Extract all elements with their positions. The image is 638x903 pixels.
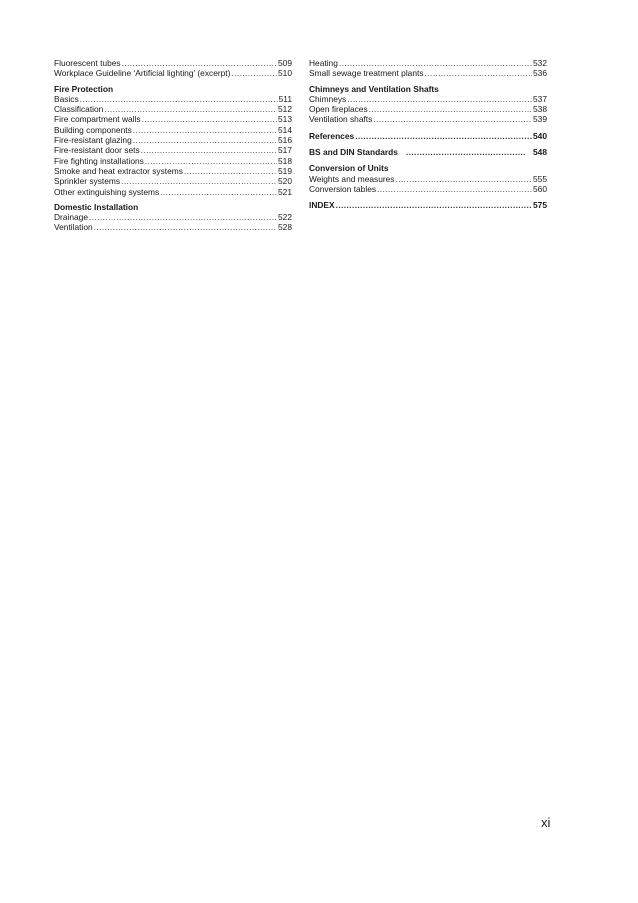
toc-entry[interactable] (54, 187, 292, 197)
toc-entry-page: 518 (278, 155, 292, 166)
toc-right-column (309, 58, 547, 211)
toc-dot-leader (355, 131, 532, 141)
toc-dot-leader (121, 176, 277, 186)
toc-entry-title: Classification (54, 104, 104, 115)
toc-entry-page: 539 (533, 114, 547, 125)
toc-left-column (54, 58, 292, 233)
toc-entry-page: 540 (533, 130, 547, 141)
section-heading-fire-protection: Fire Protection (54, 83, 114, 94)
toc-entry[interactable] (54, 176, 292, 186)
toc-entry[interactable] (54, 222, 292, 232)
toc-entry-page: 522 (278, 212, 292, 223)
section-heading-conversion: Conversion of Units (309, 163, 389, 174)
toc-dot-leader (336, 200, 532, 210)
toc-entry-title: BS and DIN Standards (309, 147, 398, 158)
toc-dot-leader (369, 104, 532, 114)
toc-entry[interactable] (309, 94, 547, 104)
toc-entry-title: Smoke and heat extractor systems (54, 165, 183, 176)
toc-entry[interactable] (54, 166, 292, 176)
toc-entry-page: 536 (533, 68, 547, 79)
toc-dot-leader (184, 166, 277, 176)
toc-entry-title: Open fireplaces (309, 104, 368, 115)
toc-dot-leader (406, 147, 525, 157)
toc-entry-page: 575 (533, 200, 547, 211)
toc-dot-leader (104, 104, 277, 114)
toc-entry-title: Basics (54, 93, 79, 104)
toc-entry-page: 548 (533, 147, 547, 158)
section-heading-domestic-installation: Domestic Installation (54, 201, 139, 212)
toc-dot-leader (231, 68, 277, 78)
toc-dot-leader (80, 94, 278, 104)
toc-entry-title: References (309, 130, 355, 141)
toc-entry[interactable] (54, 114, 292, 124)
toc-entry-title: Fluorescent tubes (54, 58, 121, 68)
toc-entry[interactable] (54, 145, 292, 155)
toc-entry-title: Fire compartment walls (54, 114, 141, 125)
toc-entry-title: Weights and measures (309, 173, 395, 184)
toc-entry[interactable] (54, 125, 292, 135)
toc-entry-page: 520 (278, 176, 292, 187)
toc-dot-leader (141, 145, 277, 155)
toc-entry[interactable] (54, 104, 292, 114)
toc-entry-page: 514 (278, 124, 292, 135)
toc-entry[interactable] (54, 68, 292, 78)
toc-dot-leader (339, 58, 532, 68)
toc-entry-page: 512 (278, 104, 292, 115)
toc-dot-leader (160, 187, 277, 197)
toc-entry-title: Sprinkler systems (54, 176, 121, 187)
toc-entry[interactable] (54, 212, 292, 222)
toc-dot-leader (145, 156, 277, 166)
toc-entry-page: 555 (533, 173, 547, 184)
toc-entry-page: 538 (533, 104, 547, 115)
toc-entry-page: 510 (278, 68, 292, 79)
toc-entry-page: 532 (533, 58, 547, 68)
toc-entry[interactable] (54, 135, 292, 145)
toc-entry-page: 521 (278, 186, 292, 197)
toc-dot-leader (396, 174, 533, 184)
page-number: xi (541, 815, 551, 830)
toc-entry[interactable] (54, 156, 292, 166)
toc-entry-page: 511 (278, 93, 292, 104)
toc-dot-leader (133, 135, 277, 145)
toc-entry[interactable] (309, 114, 547, 124)
toc-entry-title: Chimneys (309, 93, 347, 104)
toc-entry-page: 519 (278, 165, 292, 176)
toc-dot-leader (377, 184, 532, 194)
toc-entry-title: Fire-resistant glazing (54, 135, 132, 146)
toc-entry-title: INDEX (309, 200, 335, 211)
toc-entry[interactable] (309, 174, 547, 184)
toc-dot-leader (122, 58, 277, 68)
toc-entry-title: Fire fighting installations (54, 155, 144, 166)
toc-entry-page: 517 (278, 145, 292, 156)
toc-entry-title: Ventilation (54, 222, 93, 233)
toc-entry-title: Other extinguishing systems (54, 186, 160, 197)
toc-entry-page: 516 (278, 135, 292, 146)
toc-dot-leader (94, 222, 277, 232)
toc-entry-title: Ventilation shafts (309, 114, 373, 125)
toc-entry-title: Heating (309, 58, 338, 68)
toc-entry-page: 537 (533, 93, 547, 104)
toc-entry-standards[interactable] (309, 147, 547, 157)
toc-dot-leader (347, 94, 532, 104)
toc-entry-title: Fire-resistant door sets (54, 145, 140, 156)
toc-entry-title: Drainage (54, 212, 88, 223)
toc-entry-page: 560 (533, 183, 547, 194)
toc-entry[interactable] (309, 58, 547, 68)
toc-entry-page: 509 (278, 58, 292, 68)
section-heading-chimneys: Chimneys and Ventilation Shafts (309, 83, 439, 94)
toc-dot-leader (142, 114, 277, 124)
toc-entry-references[interactable] (309, 131, 547, 141)
toc-entry-title: Building components (54, 124, 132, 135)
toc-entry[interactable] (309, 104, 547, 114)
toc-dot-leader (89, 212, 277, 222)
toc-entry[interactable] (309, 68, 547, 78)
toc-entry[interactable] (54, 94, 292, 104)
toc-entry[interactable] (54, 58, 292, 68)
toc-entry-index[interactable] (309, 200, 547, 210)
toc-entry-page: 513 (278, 114, 292, 125)
toc-dot-leader (373, 114, 532, 124)
toc-dot-leader (133, 125, 277, 135)
toc-entry[interactable] (309, 184, 547, 194)
toc-entry-title: Workplace Guideline ‘Artificial lighting’ (excerpt) (54, 68, 231, 79)
toc-entry-page: 528 (278, 222, 292, 233)
toc-entry-title: Small sewage treatment plants (309, 68, 424, 79)
toc-entry-title: Conversion tables (309, 183, 377, 194)
toc-dot-leader (425, 68, 533, 78)
